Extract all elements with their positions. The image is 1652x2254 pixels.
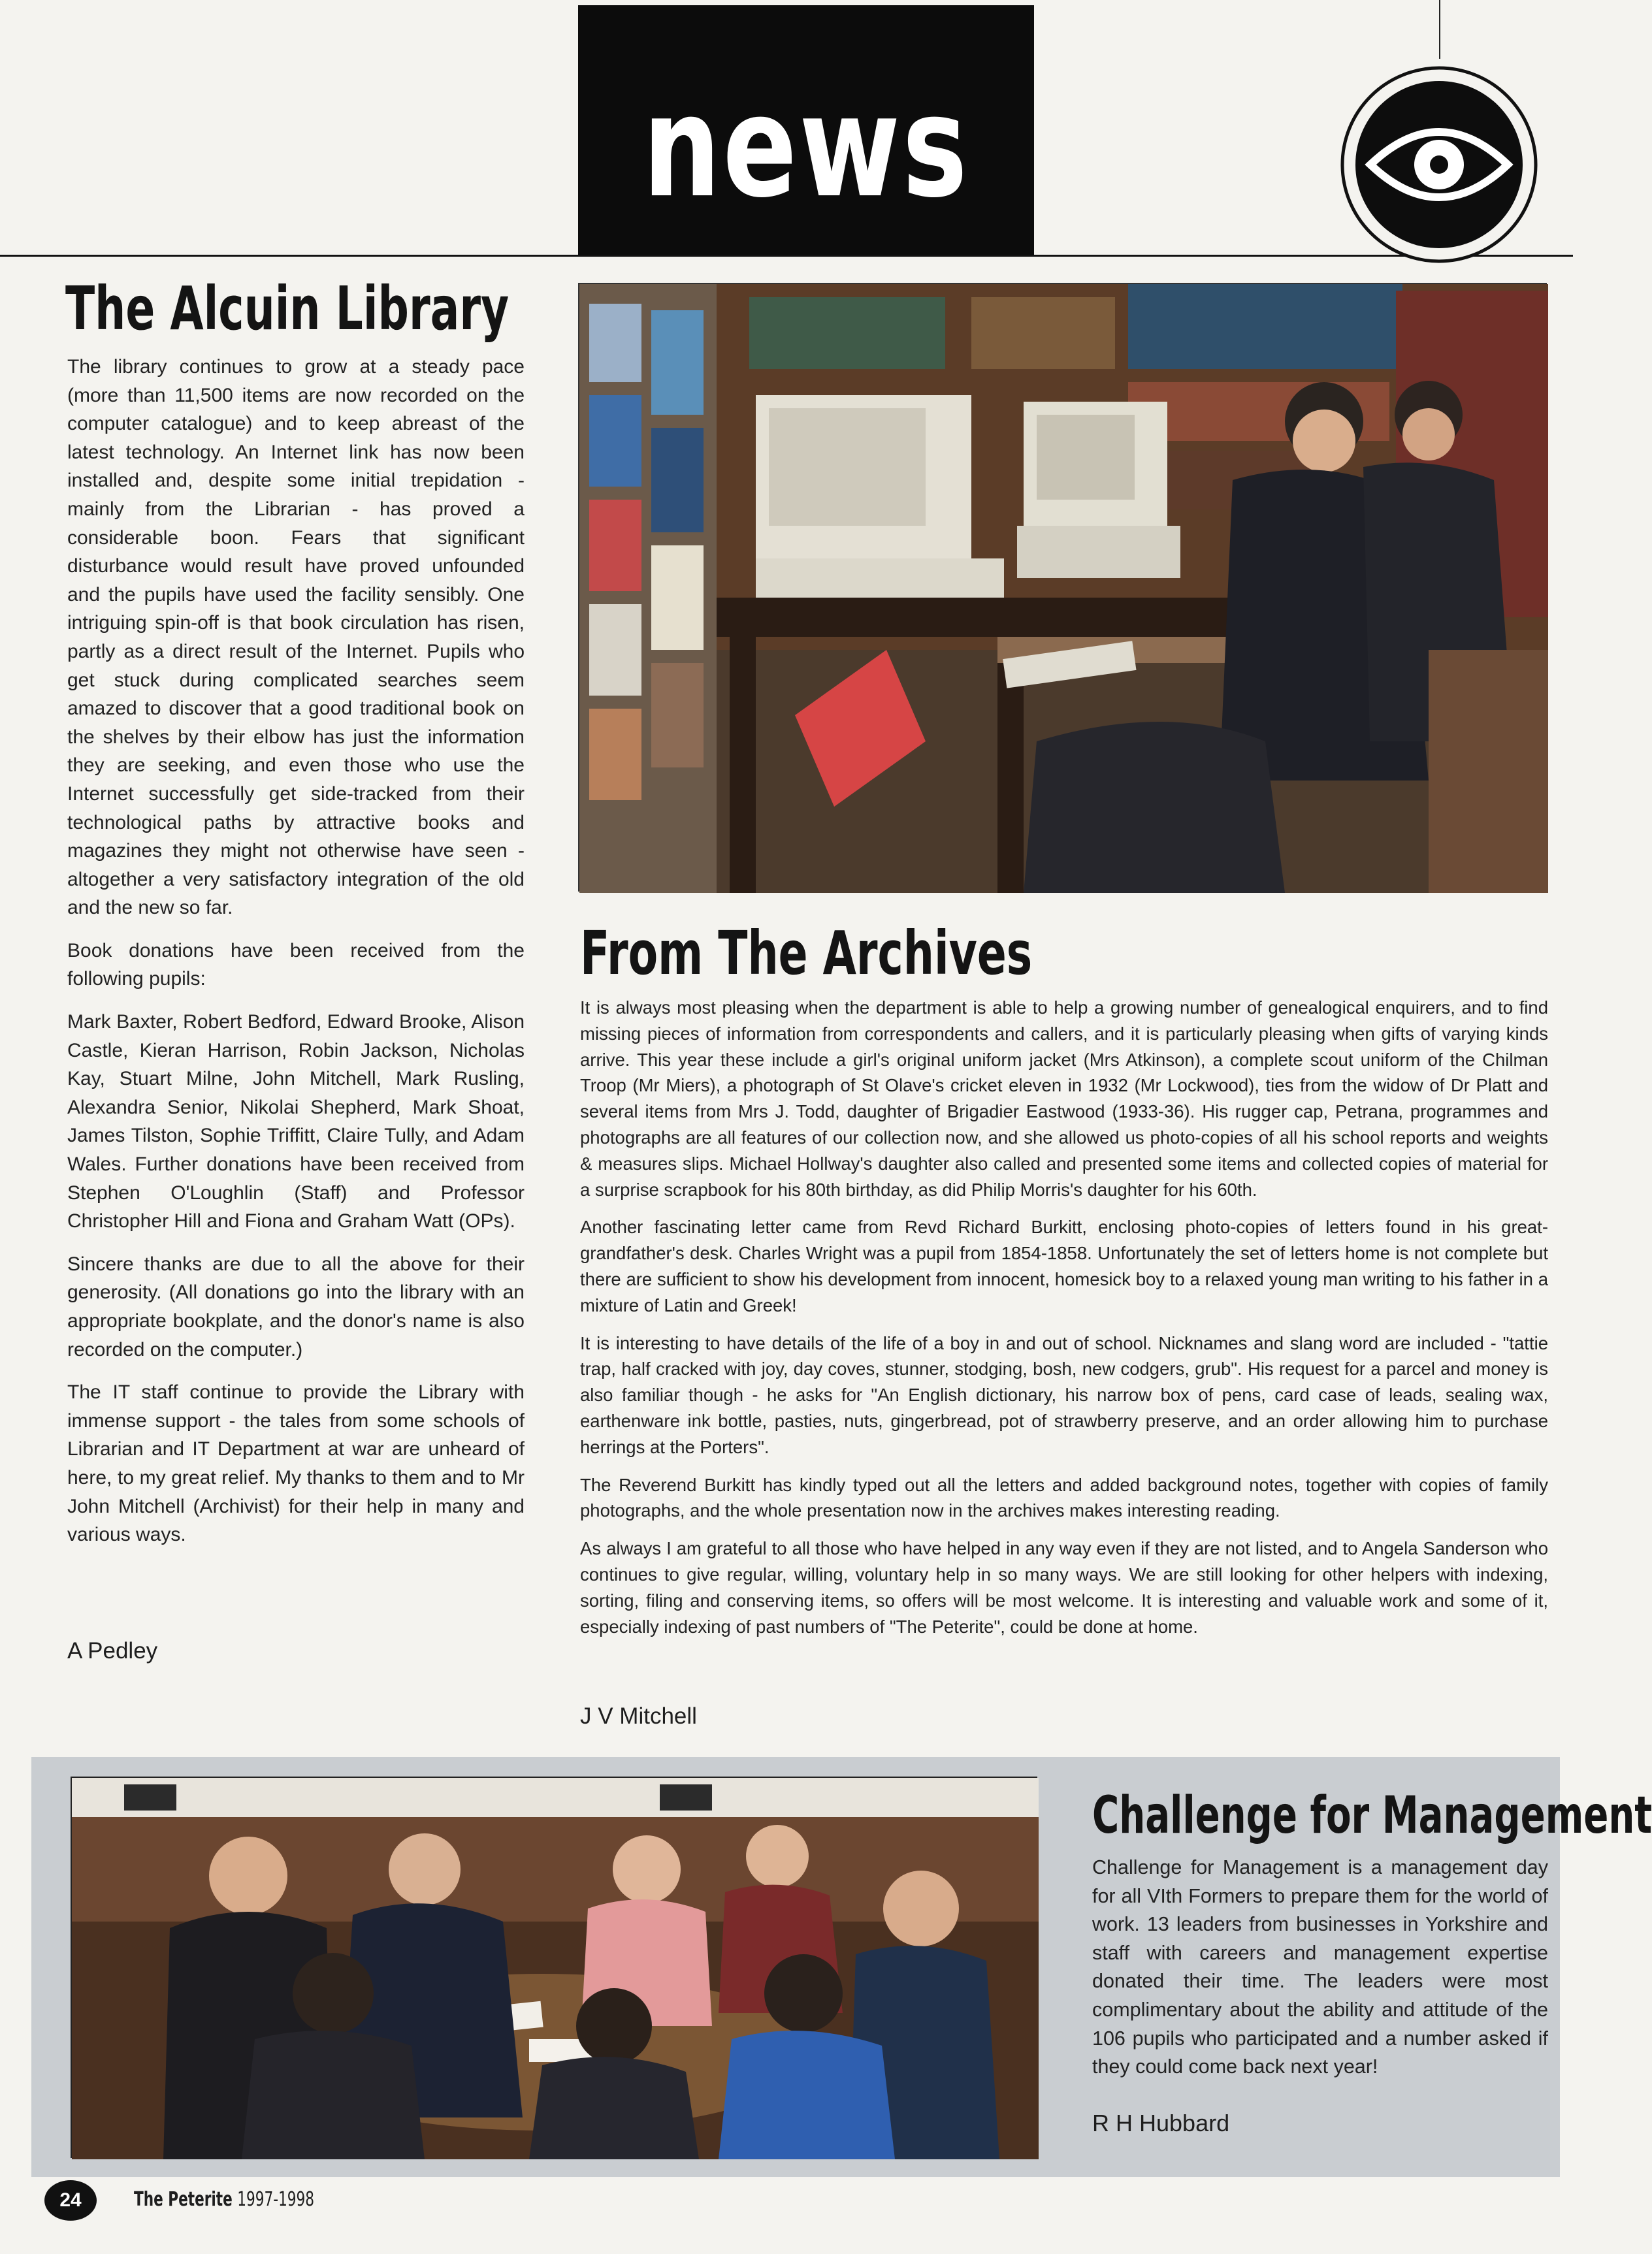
archives-signature: J V Mitchell [580, 1703, 697, 1729]
article-paragraph: Mark Baxter, Robert Bedford, Edward Brooke, Alison Castle, Kieran Harrison, Robin Jackson, Nicholas Kay, Stuart Milne, John Mitchell, Mark Rusling, Alexandra Senior, Nikolai Shepherd, Mark Shoat, James Tilston, Sophie Triffitt, Claire Tully, and Adam Wales. Further donations have been received from Stephen O'Loughlin (Staff) and Professor Christopher Hill and Fiona and Graham Watt (OPs). [67, 1011, 525, 1232]
article-paragraph: Book donations have been received from the following pupils: [67, 939, 525, 990]
article-paragraph: It is interesting to have details of the life of a boy in and out of school. Nicknames and slang word are included - "tattie trap, half cracked with joy, day coves, stunner, stodging, bosh, new codgers, grub". His request for a parcel and money is also familiar though - he asks for "An English dictionary, his narrow box of pens, card case of leads, sealing wax, earthenware ink bottle, pasties, nuts, gingerbread, pot of strawberry preserve, and an order allowing him to purchase herrings at the Porters". [580, 1332, 1548, 1457]
library-photo-illustration [579, 284, 1548, 893]
alcuin-library-article [67, 353, 525, 1564]
logo-stem-line [1439, 0, 1440, 59]
article-paragraph: The IT staff continue to provide the Library with immense support - the tales from some schools of Librarian and IT Department at war are unheard of here, to my great relief. My thanks to them and to Mr John Mitchell (Archivist) for their help in many and various ways. [67, 1381, 525, 1546]
alcuin-library-heading: The Alcuin Library [65, 274, 510, 344]
publication-years: 1997-1998 [237, 2188, 315, 2211]
article-paragraph: Sincere thanks are due to all the above for their generosity. (All donations go into the library with an appropriate bookplate, and the donor's name is also recorded on the computer.) [67, 1253, 525, 1360]
challenge-article [1092, 1854, 1548, 2096]
eye-logo-icon [1326, 54, 1552, 263]
article-paragraph: As always I am grateful to all those who have helped in any way even if they are not listed, and to Angela Sanderson who continues to give regular, willing, voluntary help in so many ways. We are still looking for other helpers with indexing, sorting, filing and conserving items, so offers will be most welcome. It is interesting and valuable work and some of it, especially indexing of past numbers of "The Peterite", could be done at home. [580, 1538, 1548, 1637]
article-paragraph: Another fascinating letter came from Revd Richard Burkitt, enclosing photo-copies of letters found in his great-grandfather's desk. Charles Wright was a pupil from 1854-1858. Unfortunately the set of letters home is not complete but there are sufficient to show his development from innocent, homesick boy to a relaxed young man writing to his father in a mixture of Latin and Greek! [580, 1217, 1548, 1315]
management-photo-illustration [72, 1778, 1039, 2159]
page-number-badge: 24 [44, 2180, 97, 2221]
article-paragraph: Challenge for Management is a management day for all VIth Formers to prepare them for the world of work. 13 leaders from businesses in Yorkshire and staff with careers and management expertise donated their time. The leaders were most complimentary about the ability and attitude of the 106 pupils who participated and a number asked if they could come back next year! [1092, 1856, 1548, 2078]
publication-footer [134, 2188, 314, 2211]
challenge-for-management-heading: Challenge for Management [1092, 1786, 1652, 1845]
article-paragraph: It is always most pleasing when the department is able to help a growing number of genealogical enquirers, and to find missing pieces of information from correspondents and callers, and it is particularly pleasing when gifts of varying kinds arrive. This year these include a girl's original uniform jacket (Mrs Atkinson), a complete scout uniform of the Chilman Troop (Mr Miers), a photograph of St Olave's cricket eleven in 1932 (Mr Lockwood), ties from the widow of Dr Platt and several items from Mrs J. Todd, daughter of Brigadier Eastwood (1933-36). His rugger cap, Petrana, programmes and photographs are all features of our collection now, and she allowed us photo-copies of all his school reports and weights & measures slips. Michael Hollway's daughter also called and presented some items and collected copies of material for a surprise scrapbook for his 80th birthday, as did Philip Morris's daughter for his 60th. [580, 997, 1548, 1200]
archives-article [580, 995, 1548, 1651]
alcuin-signature: A Pedley [67, 1638, 158, 1664]
from-the-archives-heading: From The Archives [580, 918, 1033, 988]
management-day-photo [71, 1777, 1037, 2158]
article-paragraph: The library continues to grow at a steady pace (more than 11,500 items are now recorded on the computer catalogue) and to keep abreast of the latest technology. An Internet link has now been installed and, despite some initial trepidation - mainly from the Librarian - has proved a considerable boon. Fears that significant disturbance would result have proved unfounded and the pupils have used the facility sensibly. One intriguing spin-off is that book circulation has risen, partly as a direct result of the Internet. Pupils who get stuck during complicated searches seem amazed to discover that a good traditional book on the shelves by their elbow has just the information they are seeking, and even those who use the Internet successfully get side-tracked from their technological paths by attractive books and magazines they might not otherwise have seen - altogether a very satisfactory integration of the old and the new so far. [67, 356, 525, 919]
article-paragraph: The Reverend Burkitt has kindly typed out all the letters and added background notes, together with copies of family photographs, and the whole presentation now in the archives makes interesting reading. [580, 1474, 1548, 1521]
library-computers-photo [578, 283, 1547, 892]
challenge-signature: R H Hubbard [1092, 2110, 1230, 2136]
masthead-title: news [642, 65, 970, 229]
publication-name: The Peterite [134, 2188, 233, 2211]
